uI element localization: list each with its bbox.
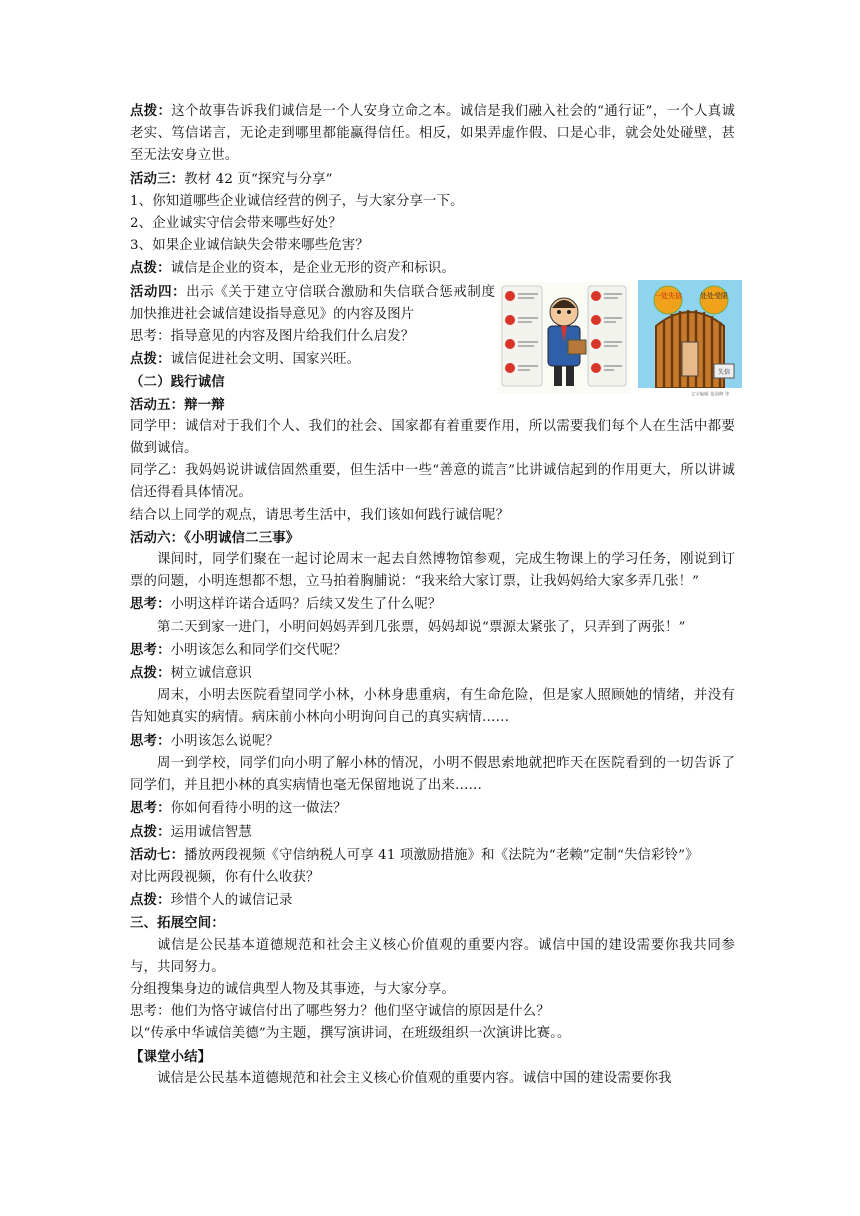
think-paragraph-1: 思考：小明这样许诺合适吗？后续又发生了什么呢？ (130, 596, 442, 613)
extension-paragraph-1: 诚信是公民基本道德规范和社会主义核心价值观的重要内容。诚信中国的建设需要你我共同参与，共同努力。 (130, 937, 735, 975)
fig2-caption: 文字编辑 张国峰 等 (690, 392, 730, 398)
student-a-text: 同学甲：诚信对于我们个人、我们的社会、国家都有着重要作用，所以需要我们每个人在生活中都要做到诚信。 (130, 418, 735, 457)
activity-6-heading: 活动六：《小明诚信二三事》 (130, 529, 300, 546)
credit-guidelines-cartoon-image (498, 282, 630, 394)
extension-paragraph-4: 以“传承中华诚信美德”为主题，撰写演讲词，在班级组织一次演讲比赛。。 (130, 1026, 571, 1042)
fig2-label-2: 处处受限 (700, 292, 728, 300)
think-paragraph-3: 思考：小明该怎么说呢？ (130, 732, 279, 749)
tip-paragraph-5: 点拨：运用诚信智慧 (130, 823, 252, 840)
tip-paragraph-6: 点拨：珍惜个人的诚信记录 (130, 892, 293, 909)
story-paragraph-3: 周末，小明去医院看望同学小林，小林身患重病，有生命危险，但是家人照顾她的情绪，并没有告知她真实的病情。病床前小林向小明询问自己的真实病情…… (130, 688, 735, 726)
question-1: 1、你知道哪些企业诚信经营的例子，与大家分享一下。 (130, 193, 464, 209)
story-paragraph-1: 课间时，同学们聚在一起讨论周末一起去自然博物馆参观，完成生物课上的学习任务，刚说到订票的问题，小明连想都不想，立马拍着胸脯说：“我来给大家订票，让我妈妈给大家多弄几张！” (130, 552, 735, 590)
fig2-label-1: 一处失信 (654, 292, 682, 300)
tip-paragraph-3: 点拨：诚信促进社会文明、国家兴旺。 (130, 351, 361, 368)
combine-question: 结合以上同学的观点，请思考生活中，我们该如何践行诚信呢？ (130, 507, 510, 523)
tip-paragraph-1 (130, 100, 735, 168)
question-2: 2、企业诚实守信会带来哪些好处？ (130, 216, 342, 232)
section-2-heading: （二）践行诚信 (130, 374, 225, 391)
tip-text: 这个故事告诉我们诚信是一个人安身立命之本。诚信是我们融入社会的“通行证”，一个人真诚老实、笃信诺言，无论走到哪里都能赢得信任。相反，如果弄虚作假、口是心非，就会处处碰壁，甚至无法安身立世。 (130, 104, 735, 164)
illustrations (498, 280, 738, 398)
section-3-heading: 三、拓展空间： (130, 915, 225, 932)
summary-paragraph: 诚信是公民基本道德规范和社会主义核心价值观的重要内容。诚信中国的建设需要你我 (157, 1070, 672, 1086)
activity-3-heading: 活动三：教材 42 页“探究与分享” (130, 170, 333, 187)
think-paragraph-2: 思考：小明该怎么和同学们交代呢？ (130, 641, 347, 658)
activity-7-heading: 活动七：播放两段视频《守信纳税人可享 41 项激励措施》和《法院为“老赖”定制“失信彩铃”》 (130, 846, 699, 863)
activity-5-heading: 活动五：辩一辩 (130, 396, 225, 413)
think-paragraph-4: 思考：你如何看待小明的这一做法？ (130, 800, 347, 817)
story-paragraph-4: 周一到学校，同学们向小明了解小林的情况，小明不假思索地就把昨天在医院看到的一切告诉了同学们，并且把小林的真实病情也毫无保留地说了出来…… (130, 755, 735, 794)
extension-paragraph-2: 分组搜集身边的诚信典型人物及其事迹，与大家分享。 (130, 981, 455, 997)
tip-label: 点拨： (130, 103, 172, 119)
think-4: 思考：指导意见的内容及图片给我们什么启发？ (130, 329, 415, 345)
fig2-label-3: 失信 (717, 369, 731, 376)
student-b-text: 同学乙：我妈妈说讲诚信固然重要，但生活中一些“善意的谎言”比讲诚信起到的作用更大，所以讲诚信还得看具体情况。 (130, 463, 735, 501)
extension-paragraph-3: 思考：他们为恪守诚信付出了哪些努力？他们坚守诚信的原因是什么？ (130, 1004, 550, 1020)
compare-question: 对比两段视频，你有什么收获？ (130, 869, 320, 885)
tip-paragraph-4: 点拨：树立诚信意识 (130, 665, 252, 682)
document-page (130, 100, 735, 1090)
summary-heading: 【课堂小结】 (130, 1048, 212, 1065)
activity-4-heading: 活动四：出示《关于建立守信联合激励和失信联合惩戒制度加快推进社会诚信建设指导意见》的内容及图片 (130, 283, 495, 322)
dishonesty-cage-cartoon-image (638, 280, 742, 398)
tip-paragraph-2: 点拨：诚信是企业的资本，是企业无形的资产和标识。 (130, 260, 455, 277)
story-paragraph-2: 第二天到家一进门，小明问妈妈弄到几张票，妈妈却说“票源太紧张了，只弄到了两张！” (157, 619, 686, 635)
question-3: 3、如果企业诚信缺失会带来哪些危害？ (130, 238, 369, 254)
